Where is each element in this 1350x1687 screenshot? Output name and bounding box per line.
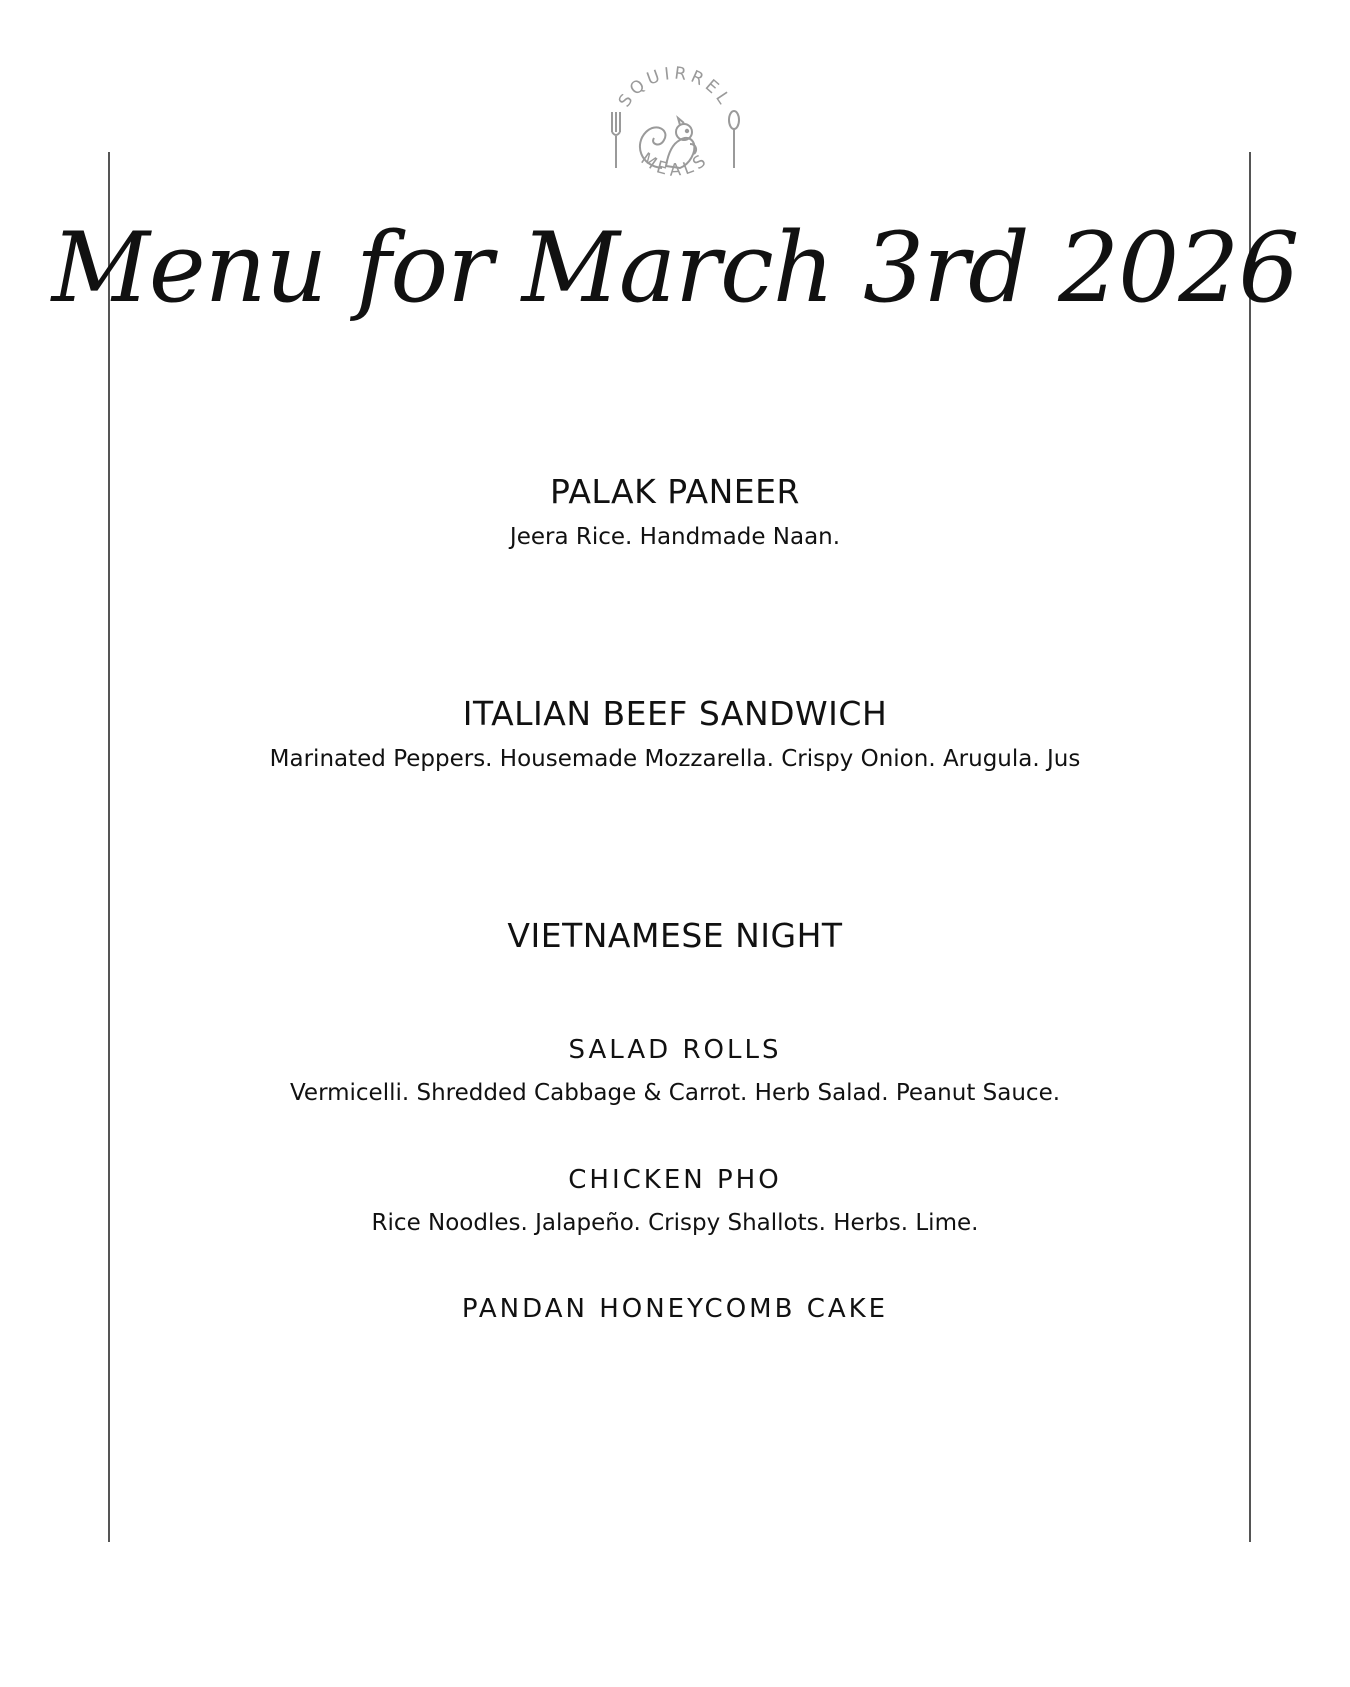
course-sides: Vermicelli. Shredded Cabbage & Carrot. Herb Salad. Peanut Sauce.: [289, 1080, 1061, 1106]
left-border-line: [108, 152, 110, 1542]
svg-text:SQUIRREL: [615, 64, 736, 111]
logo-word-bottom: MEALS: [636, 149, 714, 181]
svg-text:MEALS: [637, 149, 713, 181]
dish-sides: Jeera Rice. Handmade Naan.: [509, 524, 841, 550]
course-name: CHICKEN PHO: [568, 1165, 782, 1195]
course-pandan-honeycomb-cake: [0, 1293, 1350, 1325]
menu-item-italian-beef-sandwich: [0, 694, 1350, 774]
course-chicken-pho: [0, 1164, 1350, 1238]
dish-name: VIETNAMESE NIGHT: [507, 916, 843, 955]
dish-name: PALAK PANEER: [550, 472, 800, 511]
menu-item-vietnamese-night: [0, 916, 1350, 956]
course-salad-rolls: [0, 1034, 1350, 1108]
fork-icon: [612, 112, 620, 168]
page-title: Menu for March 3rd 2026: [51, 212, 1299, 324]
course-name: SALAD ROLLS: [568, 1035, 782, 1065]
squirrel-logo-icon: [600, 40, 750, 200]
logo-word-top: SQUIRREL: [614, 63, 736, 112]
dish-sides: Marinated Peppers. Housemade Mozzarella. Crispy Onion. Arugula. Jus: [269, 746, 1081, 772]
dish-name: ITALIAN BEEF SANDWICH: [462, 694, 888, 733]
spoon-icon: [729, 111, 739, 168]
right-border-line: [1249, 152, 1251, 1542]
squirrel-meals-logo: [600, 40, 750, 200]
course-name: PANDAN HONEYCOMB CAKE: [461, 1294, 889, 1324]
menu-item-palak-paneer: [0, 472, 1350, 552]
course-sides: Rice Noodles. Jalapeño. Crispy Shallots. Herbs. Lime.: [371, 1210, 979, 1236]
